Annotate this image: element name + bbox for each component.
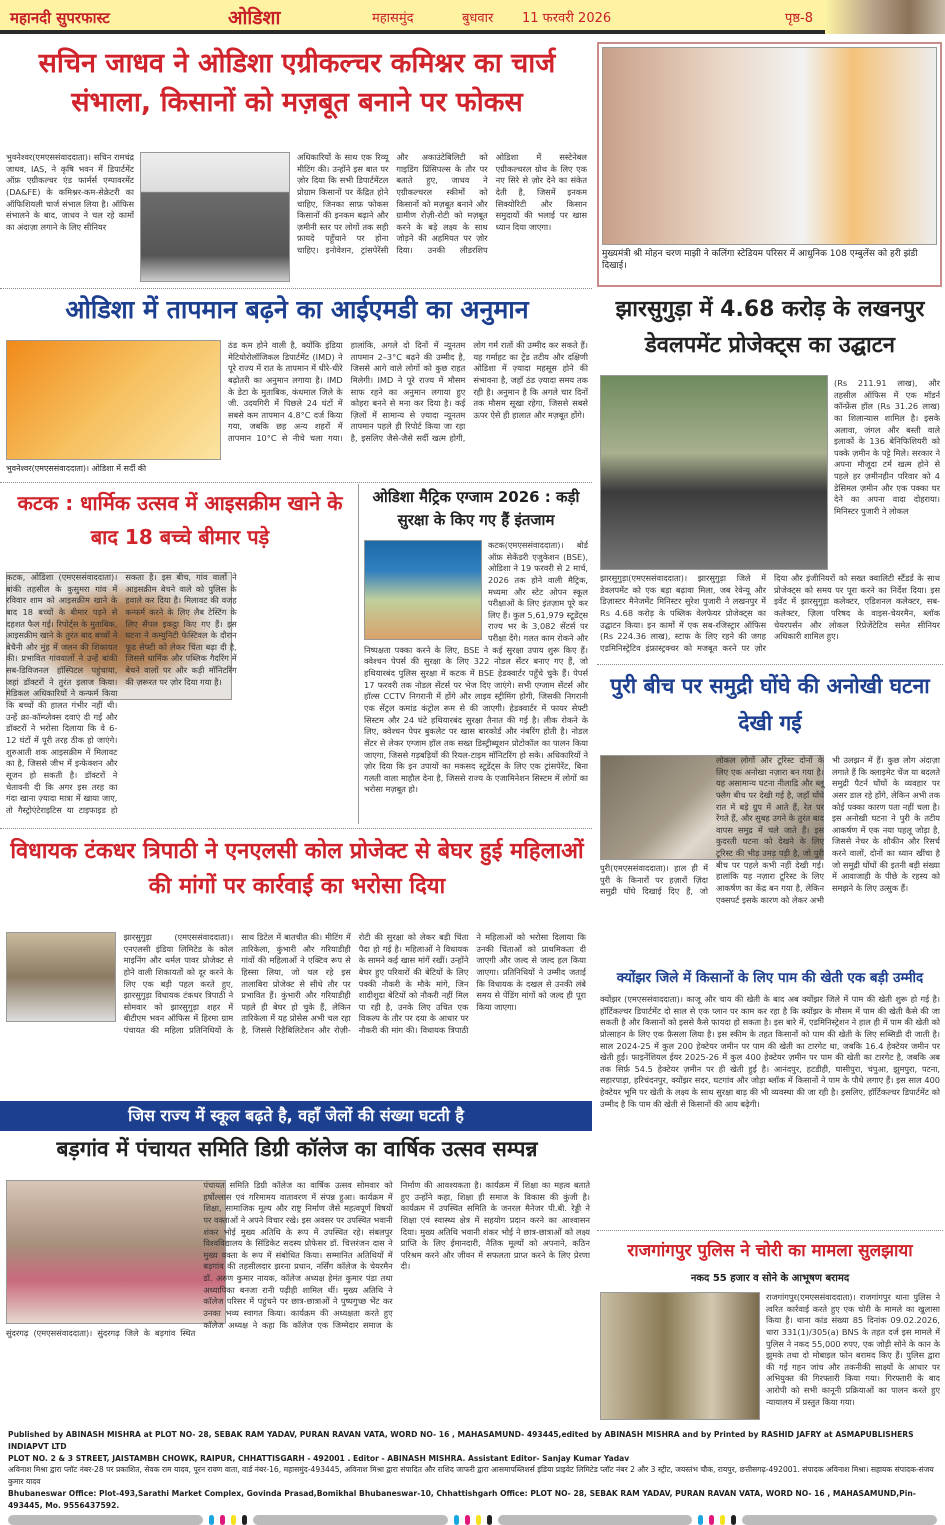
date: 11 फरवरी 2026 bbox=[522, 11, 612, 26]
imprint-line-1: Published by ABINASH MISHRA at PLOT NO- 28, SEBAK RAM YADAV, PURAN RAVAN VATA, WORD NO- 16 , MAHASAMUND- 493445,edited by ABINASH MISHRA and by Printed by RASHID JAFRY at ASMAPUBLISHERS INDIAPVT LTD bbox=[8, 1430, 914, 1451]
commissioner-photo bbox=[140, 152, 290, 282]
ambulance-photo-box bbox=[597, 42, 942, 287]
temple-image bbox=[825, 0, 945, 34]
quote-banner: जिस राज्य में स्कूल बढ़ते है, वहाँ जेलों की संख्या घटती है bbox=[0, 1101, 592, 1131]
story2-headline: ओडिशा में तापमान बढ़ने का आईएमडी का अनुमान bbox=[65, 295, 529, 324]
keonjhar-body: क्योंझर (एमएससंवाददाता)। काजू और चाय की खेती के बाद अब क्योंझर जिले में पाम की खेती शुरू हो गई है। हॉर्टिकल्चर डिपार्टमेंट दो साल से एक प्लान पर काम कर रहा है कि क्योंझर के मौसम में पाम की खेती कैसे की जा सकती है और किसानों को इससे कैसे फायदा हो सकता है। इस बारे में, एडमिनिस्ट्रेशन ने हाल ही में पाम की खेती को प्रोत्साहन के लिए एक फ़ैसला लिया है। इस स्कीम के तहत किसानों को पाम की खेती के लिए सब्सिडी दी जाती है। साल 2024-25 में कुल 200 हेक्टेयर जमीन पर पाम की खेती का टारगेट था, जबकि 16.4 हेक्टेयर जमीन पर खेती हुई। फाइनेंशियल ईयर 2025-26 में कुल 400 हेक्टेयर ज़मीन पर पाम की खेती का टारगेट है, जबकि अब तक सिर्फ़ 54.5 हेक्टेयर ज़मीन पर ही खेती हुई है। आनंदपुर, हटडीही, घासीपुरा, चंपुआ, झुमपुरा, पटना, सहारपाड़ा, हरिचंदनपुर, क्योंझर सदर, घटगांव और जोड़ा ब्लॉक में किसानों ने पाम के पौधे लगाए हैं। इस साल 400 हेक्टेयर भूमि पर खेती के लक्ष्य के साथ सुरक्षा बाड़ की भी व्यवस्था की जा रही है। इसलिए, हॉर्टिकल्चर डिपार्टमेंट को उम्मीद है कि पाम की खेती से किसानों की आय बढ़ेगी। bbox=[600, 994, 940, 1109]
puri-headline: पुरी बीच पर समुद्री घोंघे की अनोखी घटना देखी गई bbox=[610, 674, 930, 735]
plaque-photo bbox=[600, 375, 828, 570]
newspaper-name: महानदी सुपरफास्ट bbox=[10, 9, 110, 27]
police-photo bbox=[600, 1292, 760, 1420]
weekday: बुधवार bbox=[462, 11, 494, 26]
tankadhar-body-text: झारसुगुड़ा (एमएससंवाददाता)। एनएलसी इंडिया लिमिटेड के कोल माइनिंग और थर्मल पावर प्रोजेक्ट से होने वाली शिकायतों को दूर करने के लिए एक बड़ी पहल करते हुए, झारसुगुड़ा विधायक टंकधर त्रिपाठी ने सोमवार को झारसुगुड़ा शहर में बीटीएम भवन ऑफिस में हिरमा ग्राम पंचायत की महिला प्रतिनिधियों के साथ डिटेल में बातचीत की। मीटिंग में तारिकेला, कुंभारी और गरियाडीही गांवों की महिलाओं ने एक्टिव रूप से हिस्सा लिया, जो चल रहे इस तालाबिरा प्रोजेक्ट से सीधे तौर पर प्रभावित हैं। कुंभारी और गरियाडीही पहले ही बेघर हो चुके हैं, लेकिन तारिकेला में यह प्रोसेस अभी चल रहा है, जिससे रिहैबिलिटेशन और रोज़ी-रोटी की सुरक्षा को लेकर बड़ी चिंता पैदा हो गई है। महिलाओं ने विधायक के सामने कई खास मांगें रखीं। उन्होंने बेघर हुए परिवारों की बेटियों के लिए पक्की नौकरी के मौके मांगे, जिन शादीशुदा बेटियों को नौकरी नहीं मिल पा रही है, उनके लिए उचित एक विकल्प के तौर पर दया के आधार पर नौकरी की मांग की। विधायक त्रिपाठी ने महिलाओं को भरोसा दिलाया कि उनकी चिंताओं को प्राथमिकता दी जाएगी और जल्द से जल्द हल किया जाएगा। प्रतिनिधियों ने उम्मीद जताई कि विधायक के दखल से उनकी लंबे समय से पेंडिंग मांगों को जल्द ही पूरा किया जाएगा। bbox=[123, 932, 586, 1036]
ambulance-caption: मुख्यमंत्री श्री मोहन चरण माझी ने कलिंगा स्टेडियम परिसर में आधुनिक 108 एम्बुलेंस को हरी झंडी दिखाई। bbox=[602, 249, 918, 272]
imprint-line-3: अविनाश मिश्रा द्वारा प्लॉट नंबर-28 पर प्रकाशित, सेवक राम यादव, पूरन रावण वाता, वार्ड नंबर-16, महासमुंद-493445, अविनाश मिश्रा द्वारा संपादित और राशिद जाफरी द्वारा आसमापब्लिशर्स इंडिया प्राइवेट लिमिटेड प्लॉट नंबर 2 और 3 स्ट्रीट, जयस्तंभ चौक, रायपुर, छत्तीसगढ़-492001. संपादक अविनाश मिश्रा। सहायक संपादक-संजय कुमार यादव bbox=[8, 1465, 934, 1487]
heat-map-image bbox=[6, 340, 221, 460]
city: महासमुंद bbox=[372, 11, 414, 26]
ambulance-photo bbox=[602, 47, 937, 245]
keonjhar-headline: क्योंझर जिले में किसानों के लिए पाम की खेती एक बड़ी उम्मीद bbox=[616, 970, 924, 986]
matric-body-text: कटक(एमएससंवाददाता)। बोर्ड ऑफ़ सेकेंडरी एजुकेशन (BSE), ओडिशा ने 19 फरवरी से 2 मार्च, 2026 तक होने वाली मैट्रिक, मध्यमा और स्टेट ओपन स्कूल परीक्षाओं के लिए इंतज़ाम पूरे कर लिए हैं। कुल 5,61,979 स्टूडेंट्स राज्य भर के 3,082 सेंटर्स पर परीक्षा देंगे। गलत काम रोकने और निष्पक्षता पक्का करने के लिए, BSE ने कई सुरक्षा उपाय शुरू किए हैं। क्वेश्चन पेपर्स की सुरक्षा के लिए 322 नोडल सेंटर बनाए गए हैं, जो हथियारबंद पुलिस सुरक्षा में कटक में BSE हेडक्वार्टर पहुँचे चुके हैं। पेपर्स 17 फरवरी तक नोडल सेंटर्स पर भेज दिए जाएंगे। सभी एग्जाम सेंटर्स और हॉल्स CCTV निगरानी में होंगे और लाइव स्ट्रीमिंग होगी, जिसकी निगरानी एक सेंट्रल कमांड कंट्रोल रूम से की जाएगी। हेडक्वार्टर में फायर सेफ्टी सिस्टम और 24 घंटे हथियारबंद सुरक्षा तैनात की गई है। लीक रोकने के लिए, क्वेश्चन पेपर बुकलेट पर खास बारकोर्ड और नंबरिंग होती है। नोडल सेंटर से लेकर एग्जाम हॉल तक सख्त डिस्ट्रीब्यूशन प्रोटोकॉल का पालन किया जाएगा, जिससे गड़बड़ियों की रियल-टाइम मॉनिटरिंग हो सके। अधिकारियों ने ज़ोर दिया कि इन उपायों का मकसद स्टूडेंट्स के लिए एक ट्रांसपेरेंट, बिना गलती वाला माहौल देना है, जिससे राज्य के एजामिनेशन सिस्टम में लोगों का भरोसा मज़बूत हो। bbox=[364, 540, 588, 795]
cuttack-body-text: कटक, ओडिशा (एमएससंवाददाता)। बांकी तहसील के कुसुमरा गांव में रविवार शाम को आइसक्रीम खाने के बाद 18 बच्चों के बीमार पड़ने से दहशत फैल गई। रिपोर्ट्स के मुताबिक, आइसक्रीम खाने के तुरंत बाद बच्चों ने बेचैनी और मुंह में जलन की शिकायत की। प्रभावित गांववालों ने उन्हें बांकी सब-डिविजनल हॉस्पिटल पहुंचाया, जहां डॉक्टरों ने तुरंत इलाज किया। मेडिकल अधिकारियों ने कन्फर्म किया कि बच्चों की हालत गंभीर नहीं थी। उन्हें क्रा-कॉम्प्लेक्स दवाएं दी गईं और डॉक्टरों ने भरोसा दिलाया कि वे 6-12 घंटों में पूरी तरह ठीक हो जाएंगे। शुरुआती शक आइसक्रीम में मिलावट का है, जिससे जीभ में इन्फेक्शन और सूजन हो सकती है। डॉक्टरों ने चेतावनी दी कि अगर इस तरह का गंदा खाना ज़्यादा मात्रा में खाया जाए, तो गैस्ट्रोएंटेराइटिस या टाइफाइड हो सकता है। इस बीच, गांव वालों ने आइसक्रीम बेचने वाले को पुलिस के हवाले कर दिया है। मिलावट की वजह कन्फर्म करने के लिए लैब टेस्टिंग के लिए सैंपल इकट्ठा किए गए हैं। इस घटना ने कम्युनिटी फेस्टिवल के दौरान फूड सेफ्टी को लेकर चिंता बढ़ा दी है, जिससे धार्मिक और पब्लिक गैदरिंग में बेचने वालों पर और कड़ी मॉनिटरिंग की ज़रूरत पर ज़ोर दिया गया है। bbox=[6, 572, 237, 815]
jharsuguda-side: (Rs 211.91 लाख), और तहसील ऑफिस में एक मॉडर्न कॉन्फ्रेंस हॉल (Rs 31.26 लाख) का शिलान्यास शामिल है। इसके अलावा, जंगल और बस्ती वाले इलाकों के 136 बेनिफिशियरी को पक्के ज़मीन के पट्टे मिले। सरकार ने अपना मौजूदा टर्म खत्म होने से पहले हर ज़मीनहीन परिवार को 4 डेसिमल ज़मीन और एक पक्का घर देने का अपना वादा दोहराया। मिनिस्टर पुजारी ने लोकल bbox=[834, 378, 940, 517]
rajgangpur-headline: राजगांगपुर पुलिस ने चोरी का मामला सुलझाया bbox=[627, 1241, 913, 1261]
cuttack-body bbox=[6, 572, 356, 822]
story1-lead: भुवनेश्वर(एमएससंवाददाता)। सचिन रामचंद्र जाधव, IAS, ने कृषि भवन में डिपार्टमेंट ऑफ़ एग्रीकल्चर एंड फार्मर्स एम्पावरमेंट (DA&FE) के कमिश्नर-कम-सेक्रेटरी का ऑफिशियली चार्ज संभाल लिया है। ऑफिस संभालने के बाद, जाधव ने चल रहे कामों का अंदाज़ा लगाने के लिए सीनियर bbox=[6, 152, 134, 232]
story2-body: ठंड कम होने वाली है, क्योंकि इंडिया मेटियोरोलॉजिकल डिपार्टमेंट (IMD) ने पूरे राज्य में रात के तापमान में धीरे-धीरे बढ़ोतरी का अनुमान लगाया है। IMD के डेटा के मुताबिक, कंधमाल जिले के जी. उदयगिरी में पिछले 24 घंटों में सबसे कम तापमान 4.8°C दर्ज किया गया, जबकि छह अन्य शहरों में तापमान 10°C से नीचे चला गया। हालांकि, अगले दो दिनों में न्यूनतम तापमान 2–3°C बढ़ने की उम्मीद है, जिससे आगे वाले लोगों को कुछ राहत मिलेगी। IMD ने पूरे राज्य में मौसम साफ रहने का अनुमान लगाया हुए कोहरा बनने से मना कर दिया है। कई ज़िलों में सामान्य से ज़्यादा न्यूनतम तापमान पहले ही रिपोर्ट किया जा रहा है, इसलिए जैसे-जैसे सर्दी खत्म होगी, लोग गर्म रातों की उम्मीद कर सकते हैं। यह गर्माहट का ट्रेंड तटीय और दक्षिणी ओडिशा में ज़्यादा महसूस होने की संभावना है, जहाँ ठंड ज़्यादा समय तक रही है। अनुमान है कि अगले चार दिनों तक मौसम सूखा रहेगा, जिससे सबसे ऊपर ऐसे ही हालात और मज़बूत होंगे। bbox=[228, 340, 588, 444]
registration-marks bbox=[8, 1515, 937, 1525]
matric-headline: ओडिशा मैट्रिक एग्जाम 2026 : कड़ी सुरक्षा के किए गए हैं इंतजाम bbox=[372, 488, 580, 530]
story2-caption: भुवनेश्वर(एमएससंवाददाता)। ओडिशा में सर्दी की bbox=[6, 464, 147, 473]
rajgangpur-subhead: नकद 55 हजार व सोने के आभूषण बरामद bbox=[690, 1273, 850, 1284]
matric-body bbox=[364, 540, 588, 824]
bargaon-headline: बड़गांव में पंचायत समिति डिग्री कॉलेज का वार्षिक उत्सव सम्पन्न bbox=[56, 1137, 538, 1161]
puri-body bbox=[600, 755, 940, 965]
meeting-photo bbox=[6, 932, 116, 1022]
story1-headline: सचिन जाधव ने ओडिशा एग्रीकल्चर कमिश्नर का चार्ज संभाला, किसानों को मज़बूत बनाने पर फोकस bbox=[38, 48, 556, 119]
imprint-line-4: Bhubaneswar Office: Plot-493,Sarathi Market Complex, Govinda Prasad,Bomikhal Bhubaneswar-10, Chhattishgarh Office: PLOT NO- 28, SEBAK RAM YADAV, PURAN RAVAN VATA, WORD NO- 16 , MAHASAMUND,Pin- 493445, Mo. 9556437592. bbox=[8, 1488, 916, 1510]
section-title: ओडिशा bbox=[228, 7, 281, 29]
story1-body: अधिकारियों के साथ एक रिव्यू मीटिंग की। उन्होंने इस बात पर ज़ोर दिया कि सभी डिपार्टमेंटल प्रोग्राम किसानों पर केंद्रित होने चाहिए, जिनका साफ़ फोकस किसानों की इनकम बढ़ाने और ज़मीनी स्तर पर लोगों तक सही फ़ायदे पहुँचाने पर होना चाहिए। इनोवेशन, ट्रांसपेरेंसी और अकाउंटेबिलिटी को गाइडिंग प्रिंसिपल्स के तौर पर बताते हुए, जाधव ने एग्रीकल्चरल स्कीमों को किसानों को मज़बूत बनाने और ग्रामीण रोज़ी-रोटी को मज़बूत करने के बड़े लक्ष्य के साथ जोड़ने की अहमियत पर ज़ोर दिया। उनकी लीडरशिप ओडिशा में सस्टेनेबल एग्रीकल्चरल ग्रोथ के लिए एक नए सिरे से ज़ोर देने का संकेत देती है, जिसमें इनकम सिक्योरिटी और किसान समुदायों की भलाई पर खास ध्यान दिया जाएगा। bbox=[297, 152, 587, 256]
masthead bbox=[0, 0, 945, 34]
tankadhar-headline: विधायक टंकधर त्रिपाठी ने एनएलसी कोल प्रोजेक्ट से बेघर हुई महिलाओं की मांगों पर कार्रवाई का भरोसा दिया bbox=[10, 839, 584, 900]
tankadhar-body bbox=[6, 932, 586, 1094]
puri-body-text: पुरी(एमएससंवाददाता)। हाल ही में पुरी के किनारों पर हज़ारों ज़िंदा समुद्री घोंघे दिखाई दिए हैं, जो लोकल लोगों और टूरिस्ट दोनों के लिए एक अनोखा नज़ारा बन गया है। यह असामान्य घटना नीलाद्रि और ब्लू फ्लैग बीच पर देखी गई है, जहाँ घोंघे रात में बड़े ग्रुप में आते हैं, रेत पर रेंगते हैं, और सुबह उगने के तुरंत बाद वापस समुद्र में चले जाते हैं। इस कुदरती घटना को देखने के लिए टूरिस्ट की भीड़ उमड़ पड़ी है, जो पुरी बीच पर पहले कभी नहीं देखी गई। हालांकि यह नज़ारा टूरिस्ट के लिए आकर्षण का केंद्र बन गया है, लेकिन एक्सपर्ट इसके कारण को लेकर अभी भी उलझन में हैं। कुछ लोग अंदाज़ा लगाते हैं कि क्लाइमेट चेंज या बदलते समुद्री पैटर्न घोंघों के व्यवहार पर असर डाल रहे होंगे, लेकिन अभी तक कोई पक्का कारण पता नहीं चला है। इस अनोखी घटना ने पुरी के तटीय आकर्षण में एक नया पहलू जोड़ा है, जिससे नेचर के शौकीन और रिसर्च करने वालों, दोनों का ध्यान खींचा है जो समुद्री घोंघों की इतनी बड़ी संख्या में आवाजाही के पीछे के रहस्य को समझने के लिए उत्सुक हैं। bbox=[600, 755, 940, 905]
imprint-footer bbox=[0, 1425, 945, 1519]
jharsuguda-headline: झारसुगुड़ा में 4.68 करोड़ के लखनपुर डेवलपमेंट प्रोजेक्ट्स का उद्घाटन bbox=[615, 297, 925, 359]
rajgangpur-body: राजगांगपुर(एमएससंवाददाता)। राजगांगपुर थाना पुलिस ने त्वरित कार्रवाई करते हुए एक चोरी के मामले का खुलासा किया है। थाना कांड संख्या 85 दिनांक 09.02.2026, धारा 331(1)/305(a) BNS के तहत दर्ज इस मामले में पुलिस ने नकद 55,000 रुपए, एक जोड़ी सोने के कान के झुमके तथा दो मोबाइल फोन बरामद किए हैं। पुलिस द्वारा की गई गहन जांच और तकनीकी साक्ष्यों के आधार पर अभियुक्त की गिरफ्तारी किया गया। गिरफ्तारी के बाद आरोपी को सभी कानूनी प्रक्रियाओं का पालन करते हुए न्यायालय में प्रस्तुत किया गया। bbox=[766, 1292, 940, 1407]
imprint-line-2: PLOT NO. 2 & 3 STREET, JAISTAMBH CHOWK, RAIPUR, CHHATTISGARH - 492001 . Editor - ABINASH MISHRA. Assistant Editor- Sanjay Kumar Yadav bbox=[8, 1453, 630, 1463]
page-number: पृष्ठ-8 bbox=[785, 11, 814, 26]
jharsuguda-body: झारसुगुड़ा(एमएससंवाददाता)। झारसुगुड़ा जिले में डेवलपमेंट को एक बड़ा बढ़ावा मिला, जब रेवेन्यू और डिज़ास्टर मैनेजमेंट मिनिस्टर सुरेश पुजारी ने लखनपुर में Rs 4.68 करोड़ के पब्लिक वेलफेयर प्रोजेक्ट्स का उद्घाटन किया। इन कामों में एक सब-रजिस्ट्रार ऑफिस (Rs 224.36 लाख), स्टाफ के लिए रहने की जगह एडमिनिस्ट्रेटिव इंफ्रास्ट्रक्चर को मजबूत करने पर ज़ोर दिया और इंजीनियरों को सख्त क्वालिटी स्टैंडर्ड के साथ प्रोजेक्ट्स को समय पर पूरा करने का निर्देश दिया। इस इवेंट में झारसुगुड़ा कलेक्टर, एडिशनल कलेक्टर, सब-कलेक्टर, ज़िला परिषद के वाइस-चेयरमैन, ब्लॉक चेयरपर्सन और लोकल रिप्रेजेंटेटिव समेत सीनियर अधिकारी शामिल हुए। bbox=[600, 573, 940, 653]
bargaon-body-text: सुंदरगढ़ (एमएससंवाददाता)। सुंदरगढ़ जिले के बड़गांव स्थित पंचायत समिति डिग्री कॉलेज का वार्षिक उत्सव सोमवार को हर्षोल्लास एवं गरिमामय वातावरण में संपन्न हुआ। कार्यक्रम में शिक्षा, सामाजिक मूल्य और राष्ट्र निर्माण जैसे महत्वपूर्ण विषयों पर वक्ताओं ने अपने विचार रखे। इस अवसर पर उपस्थित भवानी शंकर भोई मुख्य अतिथि के रूप में उपस्थित रहे। संबलपुर विश्वविद्यालय के सिंडिकेट सदस्य प्रोफेसर डॉ. चित्तरंजन दास ने मुख्य वक्ता के रूप में संबोधित किया। सम्मानित अतिथियों में बड़गांव की तहसीलदार झरना प्रधान, नर्सिंग कॉलेज के चेयरमैन डॉ. अरुण कुमार नायक, कॉलेज अध्यक्ष हेमंत कुमार पंडा तथा अध्यापिका बनजा रानी पढ़ीही शामिल थीं। मुख्य अतिथि ने कॉलेज परिसर में पहुंचने पर छात्र-छात्राओं ने पुष्पगुच्छ भेंट कर उनका भव्य स्वागत किया। कार्यक्रम की अध्यक्षता करते हुए कॉलेज अध्यक्ष ने कहा कि कॉलेज एक जिम्मेदार समाज के निर्माण की आवश्यकता है। कार्यक्रम में शिक्षा का महत्व बताते हुए उन्होंने कहा, शिक्षा ही समाज के विकास की कुंजी है। कार्यक्रम में उपस्थित समिति के जनरल मैनेजर पी.बी. रेड्डी ने शिक्षा एवं स्वास्थ्य क्षेत्र में सहयोग प्रदान करने का आश्वासन दिया। मुख्य अतिथि भवानी शंकर भोई ने छात्र-छात्राओं को लक्ष्य प्राप्ति के लिए ईमानदारी, नैतिक मूल्यों को अपनाने, कठिन परिश्रम करने और जीवन में सफलता प्राप्त करने के लिए प्रेरणा दी। bbox=[6, 1180, 590, 1338]
bargaon-body bbox=[6, 1180, 590, 1422]
cuttack-headline: कटक : धार्मिक उत्सव में आइसक्रीम खाने के बाद 18 बच्चे बीमार पड़े bbox=[17, 491, 343, 549]
